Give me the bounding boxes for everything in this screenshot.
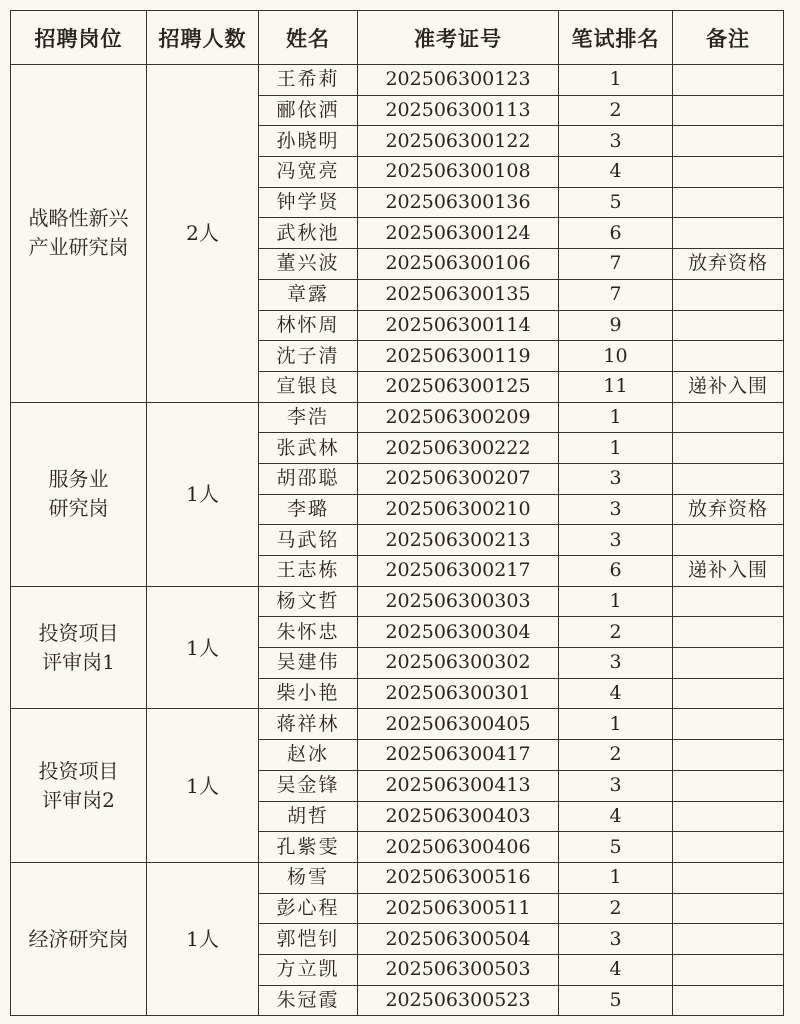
candidate-name-cell: 王志栋 <box>259 556 358 587</box>
candidate-name-cell: 武秋池 <box>259 218 358 249</box>
remark-cell <box>673 433 784 464</box>
exam-id-cell: 202506300403 <box>358 801 559 832</box>
exam-id-cell: 202506300124 <box>358 218 559 249</box>
header-remark: 备注 <box>673 11 784 65</box>
candidate-name-cell: 郦依洒 <box>259 95 358 126</box>
remark-cell <box>673 862 784 893</box>
candidate-name-cell: 张武林 <box>259 433 358 464</box>
rank-cell: 1 <box>559 862 673 893</box>
post-line: 投资项目 <box>38 758 119 783</box>
exam-id-cell: 202506300113 <box>358 95 559 126</box>
hire-count-cell: 1人 <box>147 402 259 586</box>
candidate-name-cell: 蒋祥林 <box>259 709 358 740</box>
exam-id-cell: 202506300135 <box>358 279 559 310</box>
hire-count-cell: 1人 <box>147 709 259 862</box>
exam-id-cell: 202506300503 <box>358 954 559 985</box>
rank-cell: 3 <box>559 924 673 955</box>
candidate-name-cell: 马武铭 <box>259 525 358 556</box>
candidate-name-cell: 董兴波 <box>259 249 358 280</box>
header-rank: 笔试排名 <box>559 11 673 65</box>
remark-cell <box>673 648 784 679</box>
remark-cell <box>673 95 784 126</box>
remark-cell <box>673 893 784 924</box>
candidate-name-cell: 冯宽亮 <box>259 157 358 188</box>
rank-cell: 4 <box>559 801 673 832</box>
exam-id-cell: 202506300213 <box>358 525 559 556</box>
post-cell <box>11 709 147 862</box>
exam-id-cell: 202506300114 <box>358 310 559 341</box>
rank-cell: 1 <box>559 402 673 433</box>
rank-cell: 1 <box>559 586 673 617</box>
exam-id-cell: 202506300207 <box>358 463 559 494</box>
remark-cell <box>673 617 784 648</box>
exam-id-cell: 202506300413 <box>358 770 559 801</box>
table-header <box>11 11 784 65</box>
hire-count-cell: 2人 <box>147 65 259 403</box>
remark-cell <box>673 187 784 218</box>
remark-cell: 放弃资格 <box>673 249 784 280</box>
rank-cell: 4 <box>559 678 673 709</box>
remark-cell <box>673 924 784 955</box>
exam-id-cell: 202506300304 <box>358 617 559 648</box>
exam-id-cell: 202506300417 <box>358 740 559 771</box>
exam-id-cell: 202506300405 <box>358 709 559 740</box>
table-row <box>11 709 784 740</box>
rank-cell: 4 <box>559 954 673 985</box>
candidate-name-cell: 赵冰 <box>259 740 358 771</box>
exam-id-cell: 202506300511 <box>358 893 559 924</box>
post-line: 评审岗1 <box>42 649 115 674</box>
remark-cell <box>673 985 784 1016</box>
post-line: 评审岗2 <box>42 787 115 812</box>
exam-id-cell: 202506300303 <box>358 586 559 617</box>
post-cell <box>11 862 147 1015</box>
remark-cell: 递补入围 <box>673 371 784 402</box>
rank-cell: 4 <box>559 157 673 188</box>
candidate-name-cell: 王希莉 <box>259 65 358 96</box>
table-row <box>11 402 784 433</box>
candidate-name-cell: 朱冠霞 <box>259 985 358 1016</box>
candidate-name-cell: 章露 <box>259 279 358 310</box>
exam-id-cell: 202506300119 <box>358 341 559 372</box>
candidate-name-cell: 杨文哲 <box>259 586 358 617</box>
exam-id-cell: 202506300504 <box>358 924 559 955</box>
exam-id-cell: 202506300217 <box>358 556 559 587</box>
candidate-name-cell: 吴金锋 <box>259 770 358 801</box>
exam-id-cell: 202506300136 <box>358 187 559 218</box>
rank-cell: 10 <box>559 341 673 372</box>
rank-cell: 7 <box>559 249 673 280</box>
rank-cell: 5 <box>559 985 673 1016</box>
candidate-name-cell: 彭心程 <box>259 893 358 924</box>
rank-cell: 2 <box>559 617 673 648</box>
remark-cell <box>673 770 784 801</box>
post-line: 战略性新兴 <box>28 206 129 231</box>
remark-cell <box>673 954 784 985</box>
table-row <box>11 586 784 617</box>
candidate-name-cell: 方立凯 <box>259 954 358 985</box>
candidate-name-cell: 李浩 <box>259 402 358 433</box>
exam-id-cell: 202506300122 <box>358 126 559 157</box>
candidate-name-cell: 胡哲 <box>259 801 358 832</box>
recruitment-table-container <box>10 10 784 1016</box>
rank-cell: 3 <box>559 770 673 801</box>
rank-cell: 1 <box>559 709 673 740</box>
candidate-name-cell: 郭恺钊 <box>259 924 358 955</box>
header-post: 招聘岗位 <box>11 11 147 65</box>
exam-id-cell: 202506300222 <box>358 433 559 464</box>
rank-cell: 3 <box>559 126 673 157</box>
header-exam-id: 准考证号 <box>358 11 559 65</box>
remark-cell <box>673 157 784 188</box>
post-line: 研究岗 <box>48 496 109 521</box>
header-count: 招聘人数 <box>147 11 259 65</box>
remark-cell <box>673 740 784 771</box>
rank-cell: 9 <box>559 310 673 341</box>
rank-cell: 11 <box>559 371 673 402</box>
rank-cell: 2 <box>559 95 673 126</box>
rank-cell: 2 <box>559 740 673 771</box>
post-line: 投资项目 <box>38 620 119 645</box>
exam-id-cell: 202506300209 <box>358 402 559 433</box>
remark-cell <box>673 218 784 249</box>
candidate-name-cell: 吴建伟 <box>259 648 358 679</box>
remark-cell <box>673 310 784 341</box>
rank-cell: 3 <box>559 525 673 556</box>
post-line: 服务业 <box>48 467 109 492</box>
candidate-name-cell: 杨雪 <box>259 862 358 893</box>
exam-id-cell: 202506300516 <box>358 862 559 893</box>
candidate-name-cell: 孔紫雯 <box>259 832 358 863</box>
post-cell <box>11 65 147 403</box>
exam-id-cell: 202506300302 <box>358 648 559 679</box>
hire-count-cell: 1人 <box>147 862 259 1015</box>
candidate-name-cell: 胡邵聪 <box>259 463 358 494</box>
exam-id-cell: 202506300108 <box>358 157 559 188</box>
rank-cell: 1 <box>559 65 673 96</box>
remark-cell <box>673 678 784 709</box>
rank-cell: 7 <box>559 279 673 310</box>
remark-cell <box>673 402 784 433</box>
remark-cell: 递补入围 <box>673 556 784 587</box>
remark-cell <box>673 801 784 832</box>
remark-cell <box>673 463 784 494</box>
rank-cell: 6 <box>559 218 673 249</box>
table-row <box>11 65 784 96</box>
remark-cell <box>673 586 784 617</box>
remark-cell: 放弃资格 <box>673 494 784 525</box>
candidate-name-cell: 柴小艳 <box>259 678 358 709</box>
candidate-name-cell: 宣银良 <box>259 371 358 402</box>
exam-id-cell: 202506300123 <box>358 65 559 96</box>
rank-cell: 3 <box>559 494 673 525</box>
candidate-ranking-table <box>10 10 784 1016</box>
table-body <box>11 65 784 1016</box>
candidate-name-cell: 沈子清 <box>259 341 358 372</box>
exam-id-cell: 202506300210 <box>358 494 559 525</box>
hire-count-cell: 1人 <box>147 586 259 709</box>
remark-cell <box>673 832 784 863</box>
remark-cell <box>673 279 784 310</box>
candidate-name-cell: 朱怀忠 <box>259 617 358 648</box>
exam-id-cell: 202506300523 <box>358 985 559 1016</box>
exam-id-cell: 202506300125 <box>358 371 559 402</box>
remark-cell <box>673 65 784 96</box>
header-name: 姓名 <box>259 11 358 65</box>
remark-cell <box>673 341 784 372</box>
rank-cell: 2 <box>559 893 673 924</box>
post-line: 产业研究岗 <box>28 235 129 260</box>
header-row <box>11 11 784 65</box>
candidate-name-cell: 李璐 <box>259 494 358 525</box>
remark-cell <box>673 126 784 157</box>
rank-cell: 3 <box>559 648 673 679</box>
rank-cell: 5 <box>559 832 673 863</box>
rank-cell: 1 <box>559 433 673 464</box>
remark-cell <box>673 709 784 740</box>
rank-cell: 6 <box>559 556 673 587</box>
post-cell <box>11 586 147 709</box>
rank-cell: 5 <box>559 187 673 218</box>
candidate-name-cell: 钟学贤 <box>259 187 358 218</box>
exam-id-cell: 202506300106 <box>358 249 559 280</box>
table-row <box>11 862 784 893</box>
post-cell <box>11 402 147 586</box>
exam-id-cell: 202506300406 <box>358 832 559 863</box>
candidate-name-cell: 孙晓明 <box>259 126 358 157</box>
post-line: 经济研究岗 <box>28 926 129 951</box>
exam-id-cell: 202506300301 <box>358 678 559 709</box>
remark-cell <box>673 525 784 556</box>
rank-cell: 3 <box>559 463 673 494</box>
candidate-name-cell: 林怀周 <box>259 310 358 341</box>
